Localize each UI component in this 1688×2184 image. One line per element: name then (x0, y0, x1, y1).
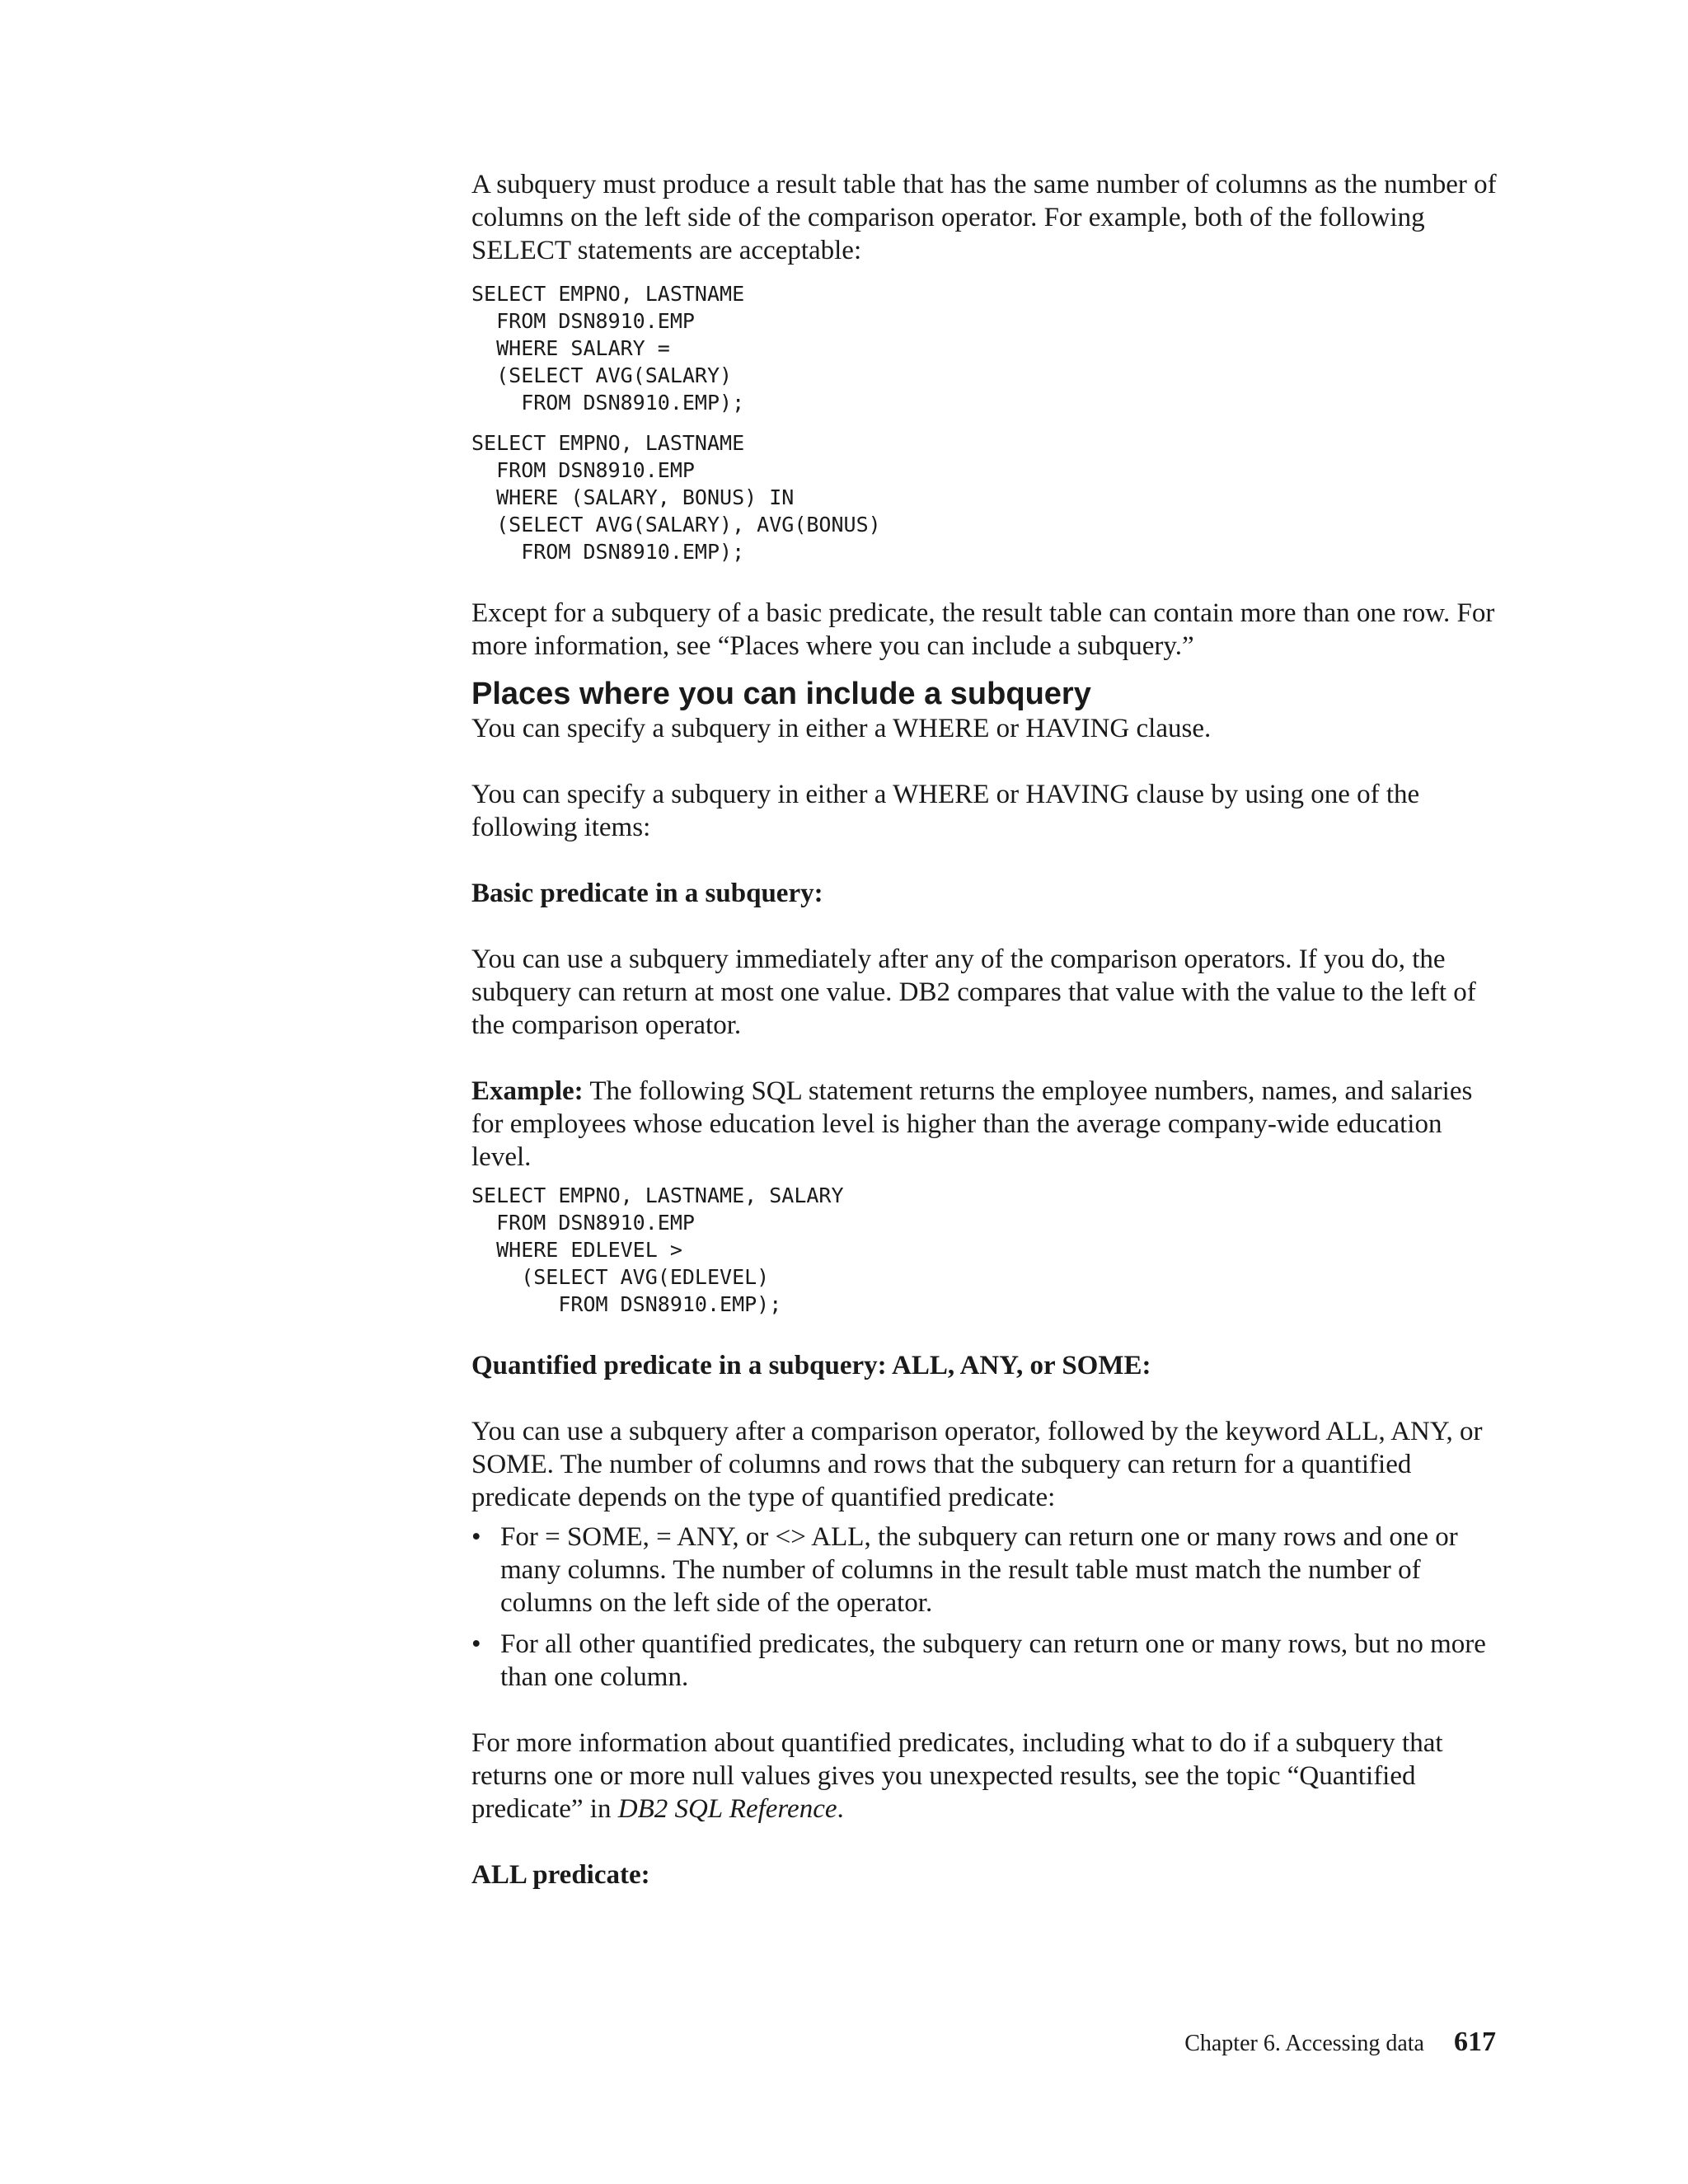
all-predicate-heading: ALL predicate: (471, 1860, 650, 1890)
code-example-2: SELECT EMPNO, LASTNAME FROM DSN8910.EMP WHERE (SALARY, BONUS) IN (SELECT AVG(SALARY), AVG(BONUS) FROM DSN8910.EMP); (471, 431, 881, 564)
reference-period: . (837, 1794, 844, 1824)
quantified-reference-paragraph (471, 1727, 1498, 1825)
basic-predicate-paragraph: You can use a subquery immediately after any of the comparison operators. If you do, the subquery can return at most one value. DB2 compares that value with the value to the left of the comparison operator. (471, 944, 1476, 1040)
example-paragraph (471, 1075, 1498, 1174)
quantified-bullet-list (471, 1521, 1498, 1694)
bullet-icon: • (471, 1629, 481, 1659)
bullet-item (471, 1628, 1498, 1694)
bullet-text: For all other quantified predicates, the subquery can return one or many rows, but no more than one column. (500, 1629, 1486, 1692)
section-items-paragraph: You can specify a subquery in either a WHERE or HAVING clause by using one of the following items: (471, 780, 1420, 842)
section-intro-paragraph: You can specify a subquery in either a WHERE or HAVING clause. (471, 714, 1212, 743)
reference-text: For more information about quantified predicates, including what to do if a subquery that returns one or more null values gives you unexpected results, see the topic “Quantified predicate” in (471, 1728, 1443, 1824)
page-footer (1184, 2026, 1496, 2060)
code-example-1: SELECT EMPNO, LASTNAME FROM DSN8910.EMP WHERE SALARY = (SELECT AVG(SALARY) FROM DSN8910.EMP); (471, 282, 745, 415)
intro-paragraph: A subquery must produce a result table that has the same number of columns as the number of columns on the left side of the comparison operator. For example, both of the following SELECT statements are acceptable: (471, 170, 1497, 265)
quantified-predicate-heading: Quantified predicate in a subquery: ALL, ANY, or SOME: (471, 1351, 1151, 1380)
chapter-title: Chapter 6. Accessing data (1184, 2031, 1424, 2056)
bullet-icon: • (471, 1522, 481, 1552)
example-text: The following SQL statement returns the employee numbers, names, and salaries for employees whose education level is higher than the average company-wide education level. (471, 1076, 1473, 1172)
page-number: 617 (1454, 2027, 1496, 2057)
section-heading: Places where you can include a subquery (471, 677, 1091, 711)
bullet-text: For = SOME, = ANY, or <> ALL, the subquery can return one or many rows and one or many columns. The number of columns in the result table must match the number of columns on the left side of the operator. (500, 1522, 1458, 1618)
quantified-predicate-paragraph: You can use a subquery after a comparison operator, followed by the keyword ALL, ANY, or SOME. The number of columns and rows that the subquery can return for a quantified predicate depends on the type of quantified predicate: (471, 1417, 1483, 1512)
bullet-item (471, 1521, 1498, 1619)
example-label: Example: (471, 1076, 584, 1106)
result-rows-paragraph: Except for a subquery of a basic predicate, the result table can contain more than one row. For more information, see “Places where you can include a subquery.” (471, 598, 1495, 661)
basic-predicate-heading: Basic predicate in a subquery: (471, 879, 823, 908)
page-content (471, 168, 1498, 1891)
code-example-3: SELECT EMPNO, LASTNAME, SALARY FROM DSN8910.EMP WHERE EDLEVEL > (SELECT AVG(EDLEVEL) FROM DSN8910.EMP); (471, 1183, 844, 1316)
book-reference: DB2 SQL Reference (617, 1794, 837, 1824)
